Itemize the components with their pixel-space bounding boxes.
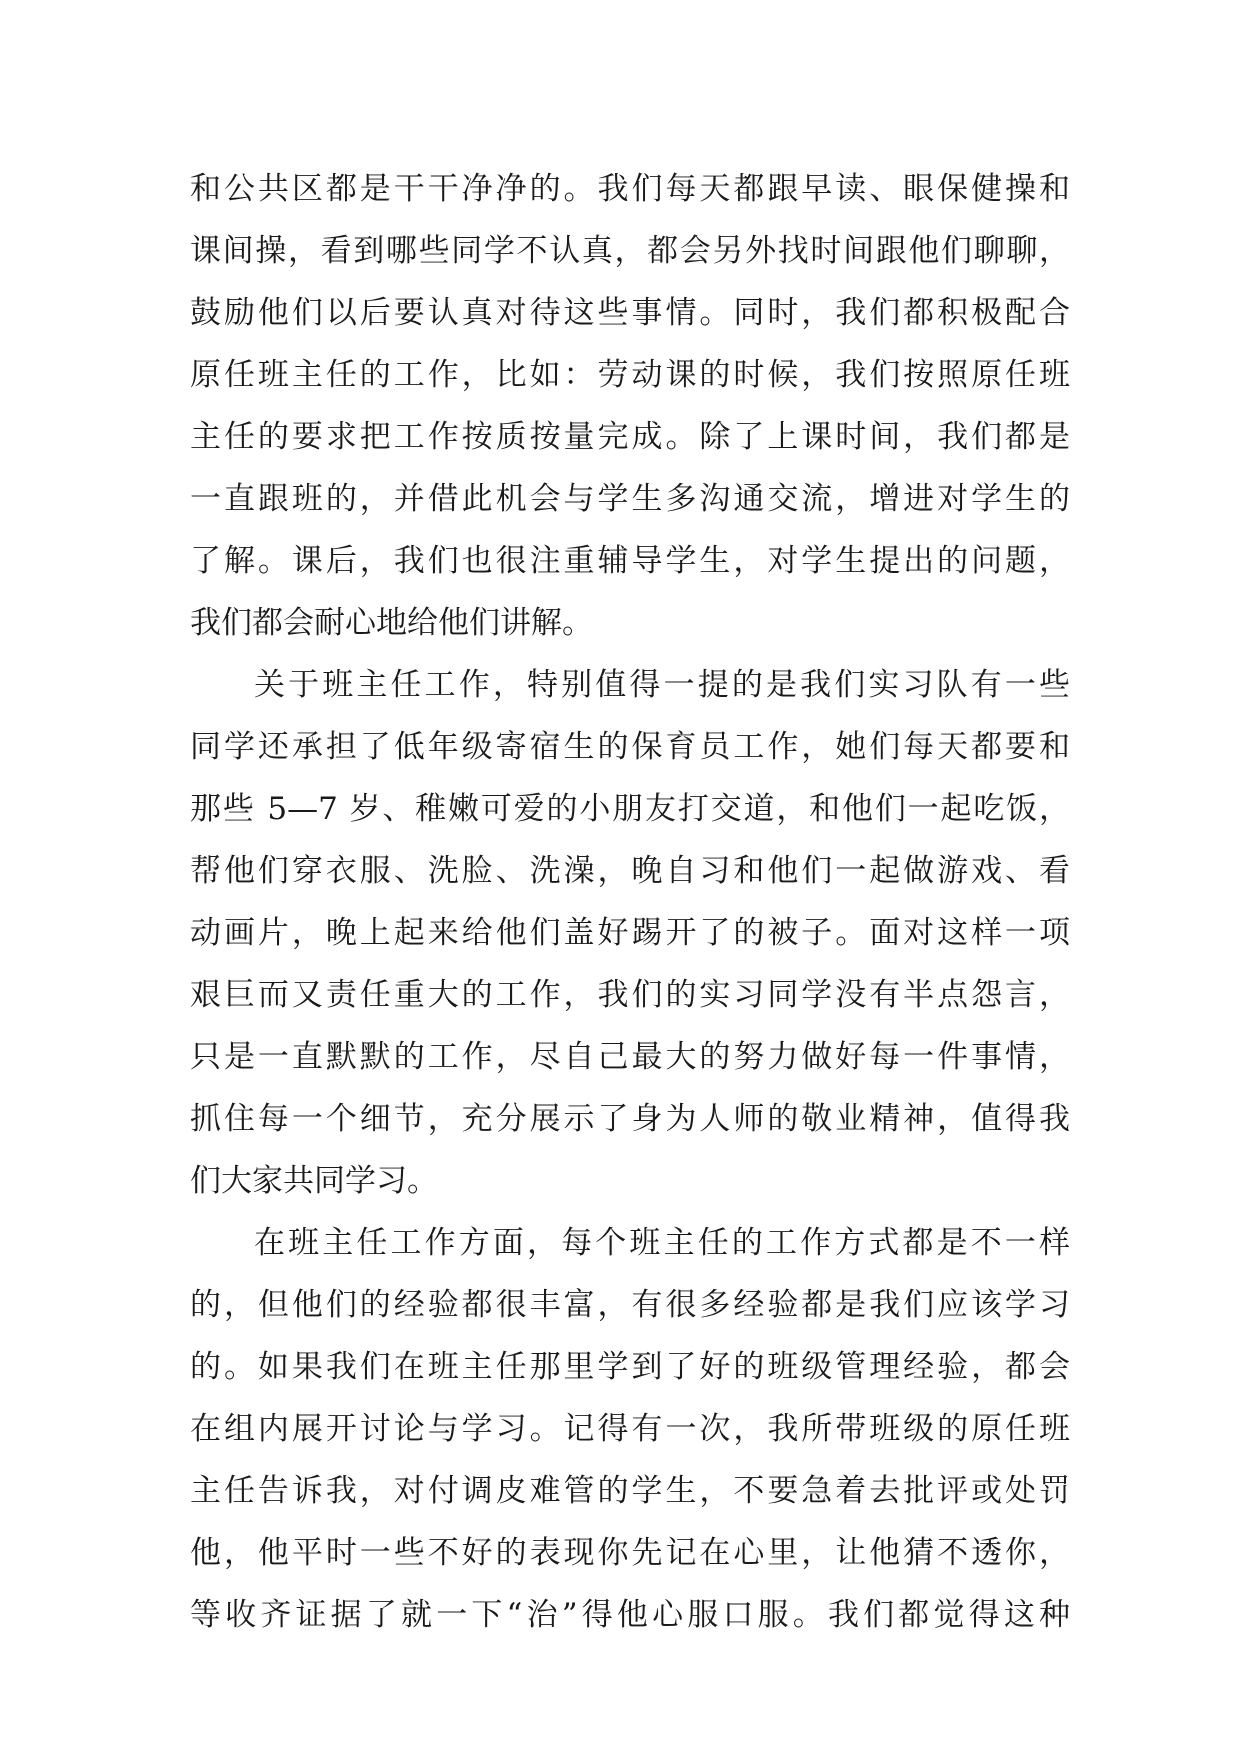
- paragraph-3-line-3: 的。如果我们在班主任那里学到了好的班级管理经验，都会: [190, 1349, 1070, 1385]
- paragraph-3-line-5: 主任告诉我，对付调皮难管的学生，不要急着去批评或处罚: [190, 1473, 1070, 1509]
- paragraph-1-line-8: 我们都会耐心地给他们讲解。: [190, 605, 593, 641]
- paragraph-2-line-7: 只是一直默默的工作，尽自己最大的努力做好每一件事情，: [190, 1039, 1070, 1075]
- paragraph-1-line-3: 鼓励他们以后要认真对待这些事情。同时，我们都积极配合: [190, 295, 1070, 331]
- paragraph-1-line-6: 一直跟班的，并借此机会与学生多沟通交流，增进对学生的: [190, 481, 1070, 517]
- paragraph-2-line-8: 抓住每一个细节，充分展示了身为人师的敬业精神，值得我: [190, 1101, 1070, 1137]
- paragraph-2-line-5: 动画片，晚上起来给他们盖好踢开了的被子。面对这样一项: [190, 915, 1070, 951]
- paragraph-2-line-1: 关于班主任工作，特别值得一提的是我们实习队有一些: [254, 667, 1070, 703]
- paragraph-2-line-2: 同学还承担了低年级寄宿生的保育员工作，她们每天都要和: [190, 729, 1070, 765]
- paragraph-1-line-1: 和公共区都是干干净净的。我们每天都跟早读、眼保健操和: [190, 171, 1070, 207]
- paragraph-3-line-1: 在班主任工作方面，每个班主任的工作方式都是不一样: [254, 1225, 1070, 1261]
- paragraph-1-line-7: 了解。课后，我们也很注重辅导学生，对学生提出的问题，: [190, 543, 1070, 579]
- paragraph-2-line-3: 那些 5—7 岁、稚嫩可爱的小朋友打交道，和他们一起吃饭，: [190, 791, 1070, 827]
- paragraph-2-line-9: 们大家共同学习。: [190, 1163, 438, 1199]
- paragraph-2-line-4: 帮他们穿衣服、洗脸、洗澡，晚自习和他们一起做游戏、看: [190, 853, 1070, 889]
- paragraph-2-line-6: 艰巨而又责任重大的工作，我们的实习同学没有半点怨言，: [190, 977, 1070, 1013]
- paragraph-1-line-4: 原任班主任的工作，比如：劳动课的时候，我们按照原任班: [190, 357, 1070, 393]
- paragraph-3-line-7: 等收齐证据了就一下“治”得他心服口服。我们都觉得这种: [190, 1597, 1070, 1633]
- paragraph-3-line-4: 在组内展开讨论与学习。记得有一次，我所带班级的原任班: [190, 1411, 1070, 1447]
- paragraph-1-line-2: 课间操，看到哪些同学不认真，都会另外找时间跟他们聊聊，: [190, 233, 1070, 269]
- body-text: [190, 158, 1070, 1646]
- paragraph-1-line-5: 主任的要求把工作按质按量完成。除了上课时间，我们都是: [190, 419, 1070, 455]
- paragraph-3-line-6: 他，他平时一些不好的表现你先记在心里，让他猜不透你，: [190, 1535, 1070, 1571]
- paragraph-3-line-2: 的，但他们的经验都很丰富，有很多经验都是我们应该学习: [190, 1287, 1070, 1323]
